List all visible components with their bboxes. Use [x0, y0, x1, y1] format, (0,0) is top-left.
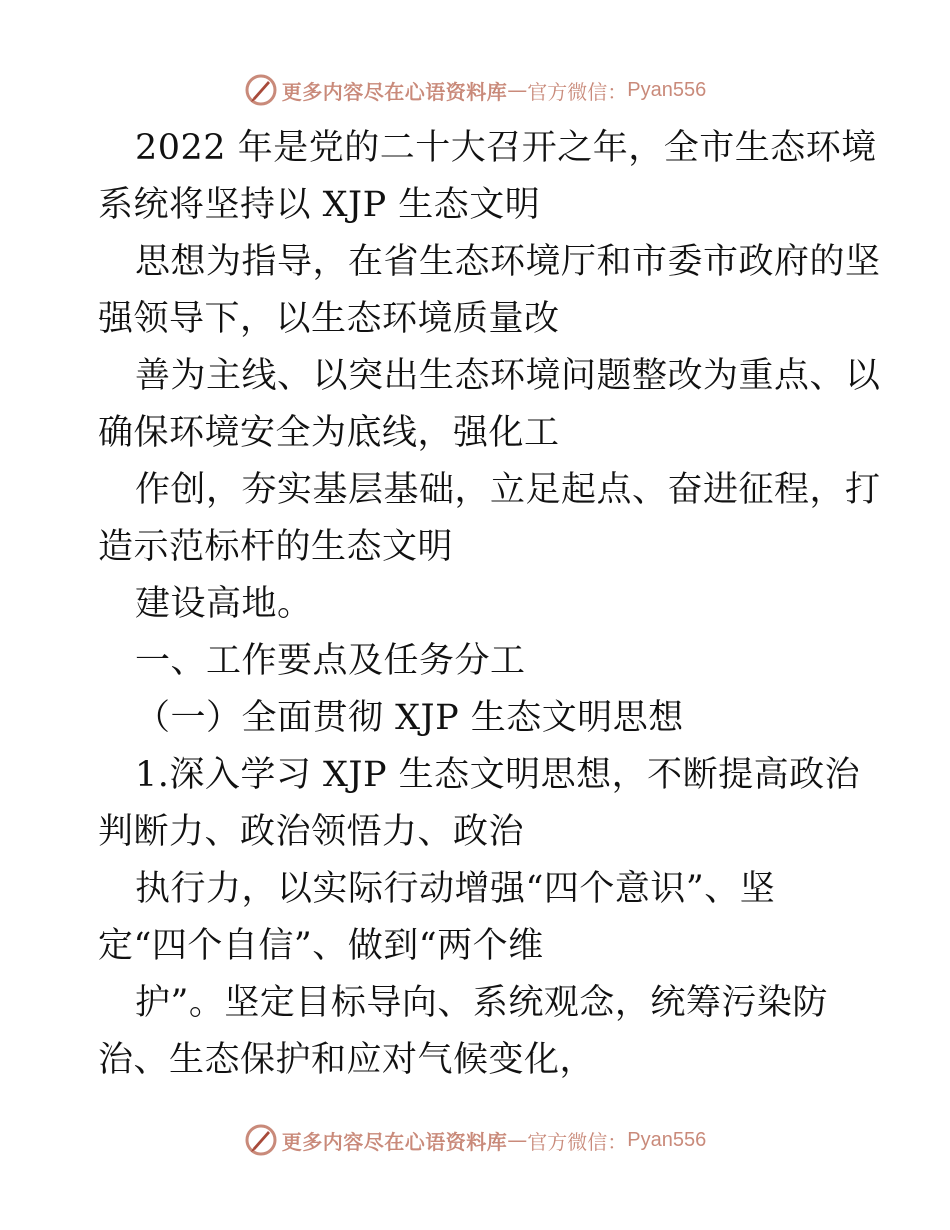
header-separator: — — [507, 78, 528, 102]
body-line: 1.深入学习 XJP 生态文明思想，不断提高政治 — [135, 755, 861, 795]
body-line: 强领导下，以生态环境质量改 — [98, 299, 560, 339]
body-line: 建设高地。 — [135, 584, 313, 624]
footer-brand-text: 更多内容尽在心语资料库 — [281, 1129, 508, 1154]
body-line: 治、生态保护和应对气候变化， — [98, 1040, 596, 1080]
header-brand-text: 更多内容尽在心语资料库 — [281, 79, 508, 104]
body-line: 确保环境安全为底线，强化工 — [98, 413, 560, 453]
body-line: 定“四个自信”、做到“两个维 — [98, 926, 544, 966]
section-heading: 一、工作要点及任务分工 — [135, 641, 526, 681]
footer-watermark — [0, 1120, 950, 1160]
body-line: 善为主线、以突出生态环境问题整改为重点、以 — [135, 356, 881, 396]
header-watermark — [0, 70, 950, 110]
footer-wechat-label: 官方微信： — [527, 1129, 628, 1154]
body-line: 执行力，以实际行动增强“四个意识”、坚 — [135, 869, 776, 909]
header-wechat-label: 官方微信： — [527, 79, 628, 104]
body-line: 造示范标杆的生态文明 — [98, 527, 454, 567]
quill-logo-icon — [244, 1123, 278, 1157]
footer-separator: — — [507, 1128, 528, 1152]
body-line: 护”。坚定目标导向、系统观念，统筹污染防 — [135, 983, 828, 1023]
quill-logo-icon — [244, 73, 278, 107]
body-line: 判断力、政治领悟力、政治 — [98, 812, 525, 852]
footer-wechat-id: Pyan556 — [627, 1128, 707, 1151]
header-wechat-id: Pyan556 — [627, 78, 707, 101]
body-line: 思想为指导，在省生态环境厅和市委市政府的坚 — [135, 242, 881, 282]
body-line: 2022 年是党的二十大召开之年，全市生态环境 — [135, 128, 877, 168]
body-line: 作创，夯实基层基础，立足起点、奋进征程，打 — [135, 470, 881, 510]
subsection-heading: （一）全面贯彻 XJP 生态文明思想 — [135, 698, 684, 738]
body-line: 系统将坚持以 XJP 生态文明 — [98, 185, 541, 225]
